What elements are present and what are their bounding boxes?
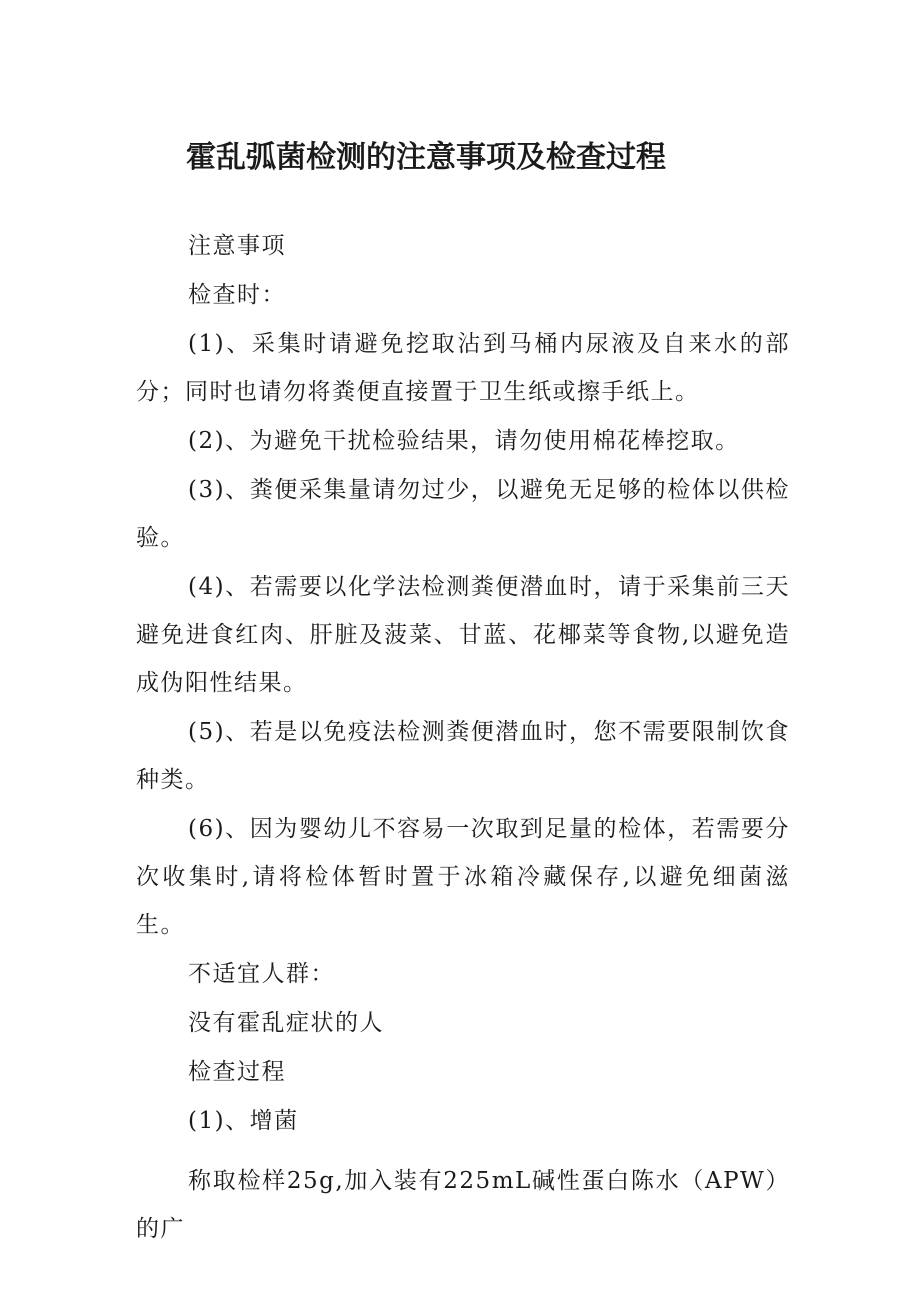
paragraph-step-1-detail: 称取检样25g,加入装有225mL碱性蛋白陈水（APW）的广 [136, 1168, 790, 1242]
document-body [136, 222, 790, 1254]
paragraph-note-3: (3)、粪便采集量请勿过少，以避免无足够的检体以供检验。 [136, 477, 790, 551]
paragraph-unsuitable-heading: 不适宜人群： [188, 961, 335, 987]
paragraph-note-4: (4)、若需要以化学法检测粪便潜血时，请于采集前三天避免进食红肉、肝脏及菠菜、甘蓝、花椰菜等食物,以避免造成伪阳性结果。 [136, 574, 790, 696]
paragraph-exam-time: 检查时： [188, 282, 286, 308]
paragraph-note-6: (6)、因为婴幼儿不容易一次取到足量的检体，若需要分次收集时,请将检体暂时置于冰箱冷藏保存,以避免细菌滋生。 [136, 816, 790, 938]
paragraph-process-heading: 检查过程 [188, 1059, 286, 1085]
paragraph-step-1: (1)、增菌 [188, 1108, 299, 1134]
paragraph-note-1: (1)、采集时请避免挖取沾到马桶内尿液及自来水的部分；同时也请勿将粪便直接置于卫生纸或擦手纸上。 [136, 331, 790, 405]
paragraph-notes-heading: 注意事项 [188, 233, 286, 259]
paragraph-unsuitable-people: 没有霍乱症状的人 [188, 1010, 384, 1036]
document-title: 霍乱弧菌检测的注意事项及检查过程 [186, 140, 666, 175]
paragraph-note-5: (5)、若是以免疫法检测粪便潜血时，您不需要限制饮食种类。 [136, 719, 790, 793]
paragraph-note-2: (2)、为避免干扰检验结果，请勿使用棉花棒挖取。 [188, 428, 740, 454]
